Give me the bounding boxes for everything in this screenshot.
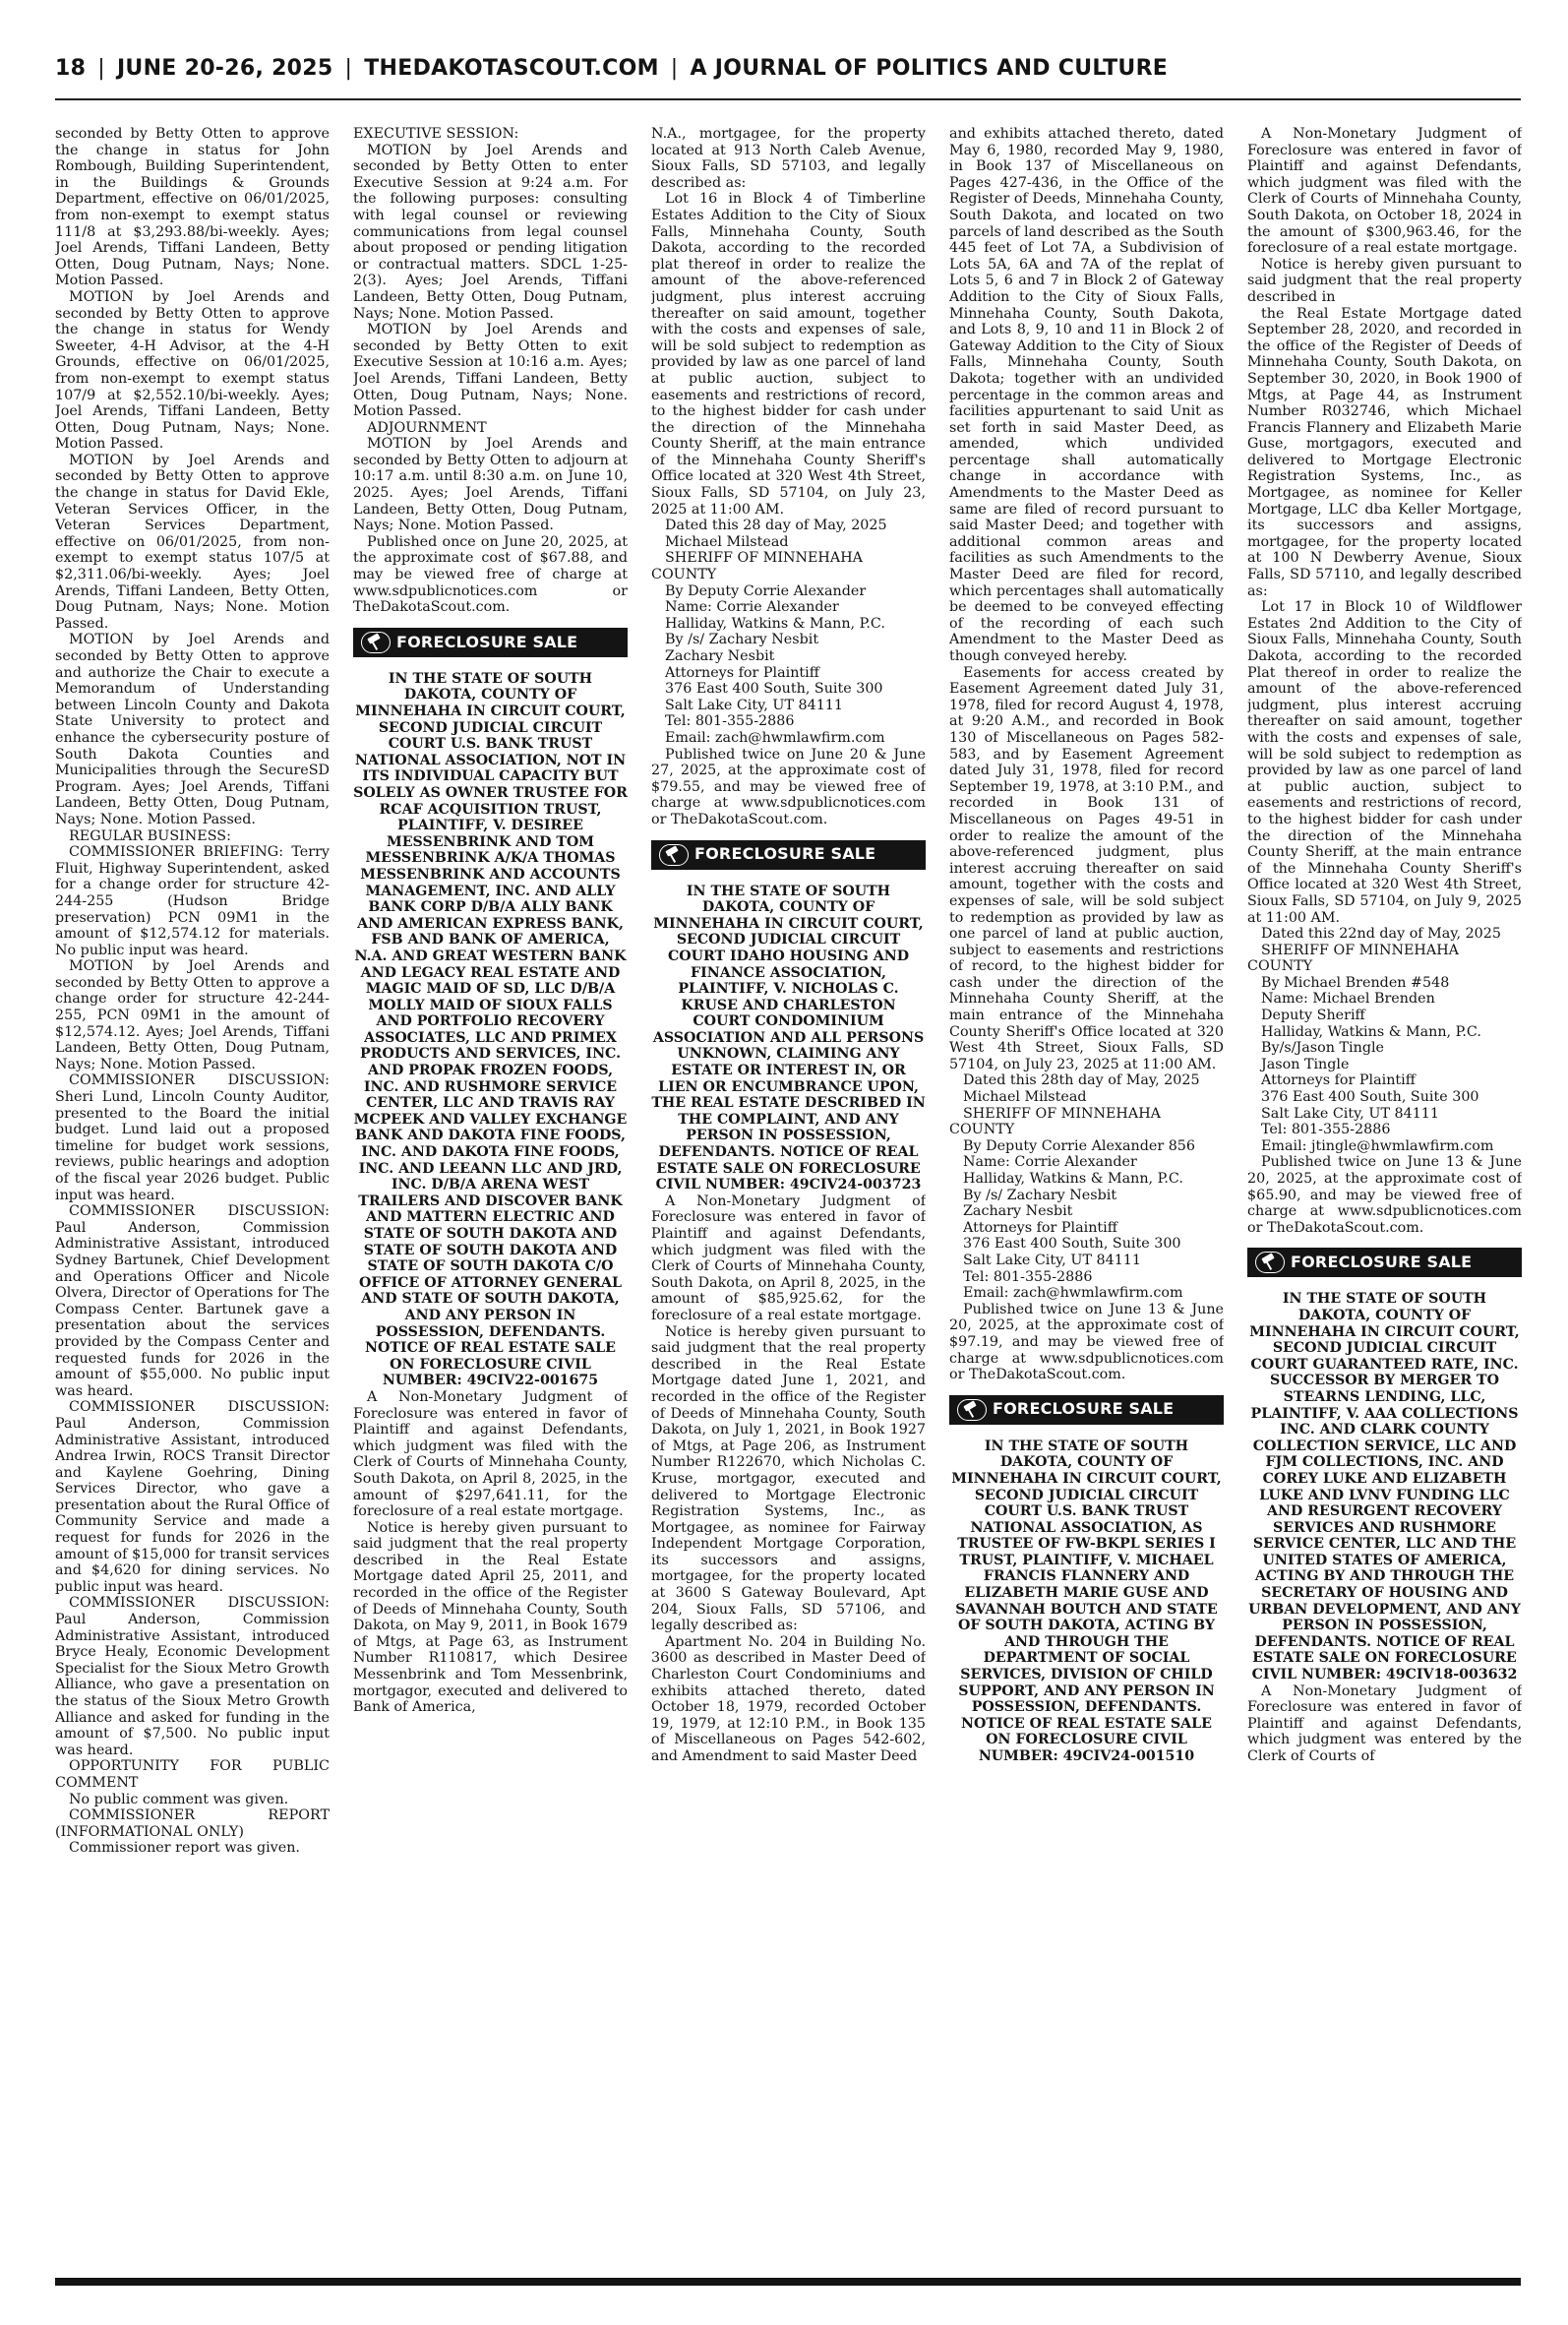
header-rule	[55, 98, 1521, 100]
foreclosure-sale-banner	[949, 1395, 1224, 1425]
column-1	[55, 126, 330, 2263]
signature-line: Zachary Nesbit	[963, 1203, 1073, 1220]
signature-line: Email: zach@hwmlawfirm.com	[963, 1285, 1183, 1302]
paragraph: A Non-Monetary Judgment of Foreclosure was entered in favor of Plaintiff and against Defendants, which judgment was filed with the Clerk of Courts of Minnehaha County, South Dakota, on April 8, 2025, in the amount of $85,925.62, for the foreclosure of a real estate mortgage.	[651, 1193, 926, 1323]
paragraph: Notice is hereby given pursuant to said judgment that the real property described in the Real Estate Mortgage dated June 1, 2021, and recorded in the office of the Register of Deeds of Minnehaha County, South Dakota, on July 1, 2021, in Book 1927 of Mtgs, at Page 206, as Instrument Number R122670, which Nicholas C. Kruse, mortgagor, executed and delivered to Mortgage Electronic Registration Systems, Inc., as Mortgagee, as nominee for Fairway Independent Mortgage Corporation, its successors and assigns, mortgagee, for the property located at 3600 S Gateway Boulevard, Apt 204, Sioux Falls, SD 57106, and legally described as:	[651, 1323, 926, 1634]
signature-line: Michael Milstead	[665, 533, 789, 550]
banner-label: FORECLOSURE SALE	[396, 632, 578, 651]
signature-line: Email: zach@hwmlawfirm.com	[665, 729, 885, 746]
signature-line: SHERIFF OF MINNEHAHA COUNTY	[651, 550, 864, 583]
signature-line: By Deputy Corrie Alexander	[665, 582, 867, 599]
footer-rule	[55, 2278, 1521, 2286]
signature-line: By /s/ Zachary Nesbit	[963, 1187, 1117, 1203]
paragraph: Lot 17 in Block 10 of Wildflower Estates 2nd Addition to the City of Sioux Falls, Minnehaha County, South Dakota, according to the recorded Plat thereof in order to realize the amount of the above-referenced judgment, plus interest accruing thereafter on said amount, together with the costs and expenses of sale, will be sold subject to redemption as provided by law as one parcel of land at public auction, subject to easements and restrictions of record, to the highest bidder for cash under the direction of the Minnehaha County Sheriff, at the main entrance of the Minnehaha County Sheriff's Office located at 320 West 4th Street, Sioux Falls, SD 57104, on July 9, 2025 at 11:00 AM.	[1247, 599, 1522, 926]
paragraph: MOTION by Joel Arends and seconded by Betty Otten to approve the change in status for Wendy Sweeter, 4-H Advisor, at the 4-H Grounds, effective on 06/01/2025, from non-exempt to exempt status 107/9 at $2,552.10/bi-weekly. Ayes; Joel Arends, Tiffani Landeen, Betty Otten, Doug Putnam, Nays; None. Motion Passed.	[55, 288, 330, 453]
column-2	[353, 126, 628, 2263]
published-note: Published twice on June 20 & June 27, 2025, at the approximate cost of $79.55, and may be viewed free of charge at www.sdpublicnotices.com or TheDakotaScout.com.	[651, 746, 926, 827]
case-caption: IN THE STATE OF SOUTH DAKOTA, COUNTY OF MINNEHAHA IN CIRCUIT COURT, SECOND JUDICIAL CIRCUIT COURT GUARANTEED RATE, INC. SUCCESSOR BY MERGER TO STEARNS LENDING, LLC, PLAINTIFF, V. AAA COLLECTIONS INC. AND CLARK COUNTY COLLECTION SERVICE, LLC AND FJM COLLECTIONS, INC. AND COREY LUKE AND ELIZABETH LUKE AND LVNV FUNDING LLC AND RESURGENT RECOVERY SERVICES AND RUSHMORE SERVICE CENTER, LLC AND THE UNITED STATES OF AMERICA, ACTING BY AND THROUGH THE SECRETARY OF HOUSING AND URBAN DEVELOPMENT, AND ANY PERSON IN POSSESSION, DEFENDANTS. NOTICE OF REAL ESTATE SALE ON FORECLOSURE CIVIL NUMBER: 49CIV18-003632	[1248, 1291, 1521, 1683]
gavel-icon	[361, 632, 391, 653]
foreclosure-sale-banner	[1247, 1248, 1522, 1277]
signature-line: Salt Lake City, UT 84111	[1261, 1105, 1440, 1122]
section-heading: REGULAR BUSINESS:	[69, 827, 231, 844]
signature-line: Salt Lake City, UT 84111	[963, 1252, 1142, 1268]
paragraph: A Non-Monetary Judgment of Foreclosure was entered in favor of Plaintiff and against Defendants, which judgment was entered by the Clerk of Courts of	[1247, 1683, 1522, 1764]
paragraph: COMMISSIONER DISCUSSION: Paul Anderson, Commission Administrative Assistant, introduced Sydney Bartunek, Chief Development and Operations Officer and Nicole Olvera, Director of Operations for The Compass Center. Bartunek gave a presentation about the services provided by the Compass Center and requested funds for 2026 in the amount of $55,000. No public input was heard.	[55, 1203, 330, 1399]
foreclosure-sale-banner	[353, 628, 628, 657]
paragraph: MOTION by Joel Arends and seconded by Betty Otten to approve a change order for structure 42-244-255, PCN 09M1 in the amount of $12,574.12. Ayes; Joel Arends, Tiffani Landeen, Betty Otten, Doug Putnam, Nays; None. Motion Passed.	[55, 958, 330, 1072]
paragraph: Notice is hereby given pursuant to said judgment that the real property described in the Real Estate Mortgage dated April 25, 2011, and recorded in the office of the Register of Deeds of Minnehaha County, South Dakota, on May 9, 2011, in Book 1679 of Mtgs, at Page 63, as Instrument Number R110817, which Desiree Messenbrink and Tom Messenbrink, mortgagor, executed and delivered to Bank of America,	[353, 1519, 628, 1716]
case-caption: IN THE STATE OF SOUTH DAKOTA, COUNTY OF MINNEHAHA IN CIRCUIT COURT, SECOND JUDICIAL CIRCUIT COURT U.S. BANK TRUST NATIONAL ASSOCIATION, NOT IN ITS INDIVIDUAL CAPACITY BUT SOLELY AS OWNER TRUSTEE FOR RCAF ACQUISITION TRUST, PLAINTIFF, V. DESIREE MESSENBRINK AND TOM MESSENBRINK A/K/A THOMAS MESSENBRINK AND ACCOUNTS MANAGEMENT, INC. AND ALLY BANK CORP D/B/A ALLY BANK AND AMERICAN EXPRESS BANK, FSB AND BANK OF AMERICA, N.A. AND GREAT WESTERN BANK AND LEGACY REAL ESTATE AND MAGIC MAID OF SD, LLC D/B/A MOLLY MAID OF SIOUX FALLS AND PORTFOLIO RECOVERY ASSOCIATES, LLC AND PRIMEX PRODUCTS AND SERVICES, INC. AND PROPAK FROZEN FOODS, INC. AND RUSHMORE SERVICE CENTER, LLC AND TRAVIS RAY MCPEEK AND VALLEY EXCHANGE BANK AND DAKOTA FINE FOODS, INC. AND DAKOTA FINE FOODS, INC. AND LEEANN LLC AND JRD, INC. D/B/A ARENA WEST TRAILERS AND DISCOVER BANK AND MATTERN ELECTRIC AND STATE OF SOUTH DAKOTA AND STATE OF SOUTH DAKOTA AND STATE OF SOUTH DAKOTA C/O OFFICE OF ATTORNEY GENERAL AND STATE OF SOUTH DAKOTA, AND ANY PERSON IN POSSESSION, DEFENDANTS. NOTICE OF REAL ESTATE SALE ON FORECLOSURE CIVIL NUMBER: 49CIV22-001675	[353, 670, 628, 1389]
signature-line: Name: Corrie Alexander	[665, 599, 839, 616]
paragraph: COMMISSIONER DISCUSSION: Paul Anderson, Commission Administrative Assistant, introduced Andrea Irwin, ROCS Transit Director and Kaylene Goehring, Dining Services Director, who gave a presentation about the Rural Office of Community Service and made a request for funds for 2026 in the amount of $15,000 for transit services and $4,620 for dining services. No public input was heard.	[55, 1399, 330, 1595]
paragraph: Commissioner report was given.	[69, 1840, 300, 1857]
signature-line: Halliday, Watkins & Mann, P.C.	[963, 1171, 1183, 1187]
gavel-icon	[957, 1399, 987, 1421]
paragraph: the Real Estate Mortgage dated September 28, 2020, and recorded in the office of the Register of Deeds of Minnehaha County, South Dakota, on September 30, 2020, in Book 1900 of Mtgs, at Page 44, as Instrument Number R032746, which Michael Francis Flannery and Elizabeth Marie Guse, mortgagors, executed and delivered to Mortgage Electronic Registration Systems, Inc., as Mortgagee, as nominee for Keller Mortgage, LLC dba Keller Mortgage, its successors and assigns, mortgagee, for the property located at 100 N Dewberry Avenue, Sioux Falls, SD 57110, and legally described as:	[1247, 305, 1522, 599]
signature-line: 376 East 400 South, Suite 300	[665, 681, 883, 698]
column-5	[1247, 126, 1522, 2263]
issue-date: JUNE 20-26, 2025	[116, 56, 333, 81]
paragraph: Notice is hereby given pursuant to said judgment that the real property described in	[1247, 256, 1522, 305]
published-note: Published twice on June 13 & June 20, 2025, at the approximate cost of $97.19, and may be viewed free of charge at www.sdpublicnotices.com or TheDakotaScout.com.	[949, 1301, 1224, 1383]
signature-line: Tel: 801-355-2886	[1261, 1122, 1391, 1138]
signature-line: Attorneys for Plaintiff	[963, 1219, 1117, 1236]
paragraph: Lot 16 in Block 4 of Timberline Estates Addition to the City of Sioux Falls, Minnehaha County, South Dakota, according to the recorded plat thereof in order to realize the amount of the above-referenced judgment, plus interest accruing thereafter on said amount, together with the costs and expenses of sale, will be sold subject to redemption as provided by law as one parcel of land at public auction, subject to easements and restrictions of record, to the highest bidder for cash under the direction of the Minnehaha County Sheriff, at the main entrance of the Minnehaha County Sheriff's Office located at 320 West 4th Street, Sioux Falls, SD 57104, on July 23, 2025 at 11:00 AM.	[651, 191, 926, 518]
paragraph: COMMISSIONER BRIEFING: Terry Fluit, Highway Superintendent, asked for a change order for structure 42-244-255 (Hudson Bridge preservation) PCN 09M1 in the amount of $12,574.12 for materials. No public input was heard.	[55, 844, 330, 958]
signature-line: Salt Lake City, UT 84111	[665, 697, 844, 713]
signature-line: By Michael Brenden #548	[1261, 974, 1450, 991]
tagline: A JOURNAL OF POLITICS AND CULTURE	[690, 56, 1169, 81]
signature-line: Name: Michael Brenden	[1261, 991, 1435, 1008]
signature-line: By Deputy Corrie Alexander 856	[963, 1137, 1196, 1154]
paragraph: Easements for access created by Easement Agreement dated July 31, 1978, filed for record August 4, 1978, at 9:20 A.M., and recorded in Book 130 of Miscellaneous on Pages 582-583, and by Easement Agreement dated July 31, 1978, filed for record September 19, 1978, at 3:10 P.M., and recorded in Book 131 of Miscellaneous on Pages 49-51 in order to realize the amount of the above-referenced judgment, plus interest accruing thereafter on said amount, together with the costs and expenses of sale, will be sold subject to redemption as provided by law as one parcel of land at public auction, subject to easements and restrictions of record, to the highest bidder for cash under the direction of the Minnehaha County Sheriff, at the main entrance of the Minnehaha County Sheriff's Office located at 320 West 4th Street, Sioux Falls, SD 57104, on July 23, 2025 at 11:00 AM.	[949, 664, 1224, 1072]
signature-line: Halliday, Watkins & Mann, P.C.	[1261, 1023, 1481, 1040]
signature-line: Halliday, Watkins & Mann, P.C.	[665, 615, 885, 632]
case-caption: IN THE STATE OF SOUTH DAKOTA, COUNTY OF MINNEHAHA IN CIRCUIT COURT, SECOND JUDICIAL CIRCUIT COURT U.S. BANK TRUST NATIONAL ASSOCIATION, AS TRUSTEE OF FW-BKPL SERIES I TRUST, PLAINTIFF, V. MICHAEL FRANCIS FLANNERY AND ELIZABETH MARIE GUSE AND SAVANNAH BOUTCH AND STATE OF SOUTH DAKOTA, ACTING BY AND THROUGH THE DEPARTMENT OF SOCIAL SERVICES, DIVISION OF CHILD SUPPORT, AND ANY PERSON IN POSSESSION, DEFENDANTS. NOTICE OF REAL ESTATE SALE ON FORECLOSURE CIVIL NUMBER: 49CIV24-001510	[951, 1438, 1222, 1764]
signature-line: SHERIFF OF MINNEHAHA COUNTY	[1247, 942, 1460, 975]
banner-label: FORECLOSURE SALE	[1291, 1253, 1473, 1272]
signature-line: Deputy Sheriff	[1261, 1008, 1365, 1024]
section-heading: OPPORTUNITY FOR PUBLIC COMMENT	[55, 1758, 330, 1791]
header-separator: |	[344, 56, 353, 81]
paragraph: and exhibits attached thereto, dated May 6, 1980, recorded May 9, 1980, in Book 137 of Miscellaneous on Pages 427-436, in the Office of the Register of Deeds, Minnehaha County, South Dakota, and located on two parcels of land described as the South 445 feet of Lot 7A, a Subdivision of Lots 5A, 6A and 7A of the replat of Lots 5, 6 and 7 in Block 2 of Gateway Addition to the City of Sioux Falls, Minnehaha County, South Dakota, and Lots 8, 9, 10 and 11 in Block 2 of Gateway Addition to the City of Sioux Falls, Minnehaha County, South Dakota; together with an undivided percentage in the common areas and facilities appurtenant to said Unit as set forth in said Master Deed, as amended, which undivided percentage shall automatically change in accordance with Amendments to the Master Deed as same are filed of record pursuant to said Master Deed; and together with additional common areas and facilities as such Amendments to the Master Deed are filed for record, which percentages shall automatically be deemed to be conveyed effecting of the recording of each such Amendment to the Master Deed as though conveyed hereby.	[949, 126, 1224, 664]
signature-line: 376 East 400 South, Suite 300	[963, 1236, 1181, 1253]
signature-line: Tel: 801-355-2886	[963, 1268, 1093, 1285]
page-header	[55, 49, 1521, 89]
signature-line: SHERIFF OF MINNEHAHA COUNTY	[949, 1105, 1162, 1138]
gavel-icon	[1255, 1252, 1285, 1273]
signature-line: Attorneys for Plaintiff	[1261, 1072, 1416, 1089]
column-3	[651, 126, 926, 2263]
page-number: 18	[55, 56, 87, 81]
paragraph: MOTION by Joel Arends and seconded by Betty Otten to approve and authorize the Chair to execute a Memorandum of Understanding between Lincoln County and Dakota State University to protect and enhance the cybersecurity posture of South Dakota Counties and Municipalities through the SecureSD Program. Ayes; Joel Arends, Tiffani Landeen, Betty Otten, Doug Putnam, Nays; None. Motion Passed.	[55, 632, 330, 827]
published-note: Published once on June 20, 2025, at the approximate cost of $67.88, and may be viewed free of charge at www.sdpublicnotices.com or TheDakotaScout.com.	[353, 533, 628, 616]
banner-label: FORECLOSURE SALE	[694, 844, 876, 864]
header-separator: |	[97, 56, 105, 81]
paragraph: MOTION by Joel Arends and seconded by Betty Otten to enter Executive Session at 9:24 a.m. For the following purposes: consulting with legal counsel or reviewing communications from legal counsel about proposed or pending litigation or contractual matters. SDCL 1-25-2(3). Ayes; Joel Arends, Tiffani Landeen, Betty Otten, Doug Putnam, Nays; None. Motion Passed.	[353, 142, 628, 322]
section-heading: ADJOURNMENT	[367, 419, 487, 436]
header-separator: |	[670, 56, 679, 81]
paragraph: A Non-Monetary Judgment of Foreclosure was entered in favor of Plaintiff and against Defendants, which judgment was filed with the Clerk of Courts of Minnehaha County, South Dakota, on October 18, 2024 in the amount of $300,963.46, for the foreclosure of a real estate mortgage.	[1247, 126, 1522, 257]
dated-line: Dated this 28 day of May, 2025	[665, 518, 887, 534]
case-caption: IN THE STATE OF SOUTH DAKOTA, COUNTY OF MINNEHAHA IN CIRCUIT COURT, SECOND JUDICIAL CIRCUIT COURT IDAHO HOUSING AND FINANCE ASSOCIATION, PLAINTIFF, V. NICHOLAS C. KRUSE AND CHARLESTON COURT CONDOMINIUM ASSOCIATION AND ALL PERSONS UNKNOWN, CLAIMING ANY ESTATE OR INTEREST IN, OR LIEN OR ENCUMBRANCE UPON, THE REAL ESTATE DESCRIBED IN THE COMPLAINT, AND ANY PERSON IN POSSESSION, DEFENDANTS. NOTICE OF REAL ESTATE SALE ON FORECLOSURE CIVIL NUMBER: 49CIV24-003723	[651, 883, 926, 1193]
notices-columns	[55, 126, 1521, 2263]
site-name: THEDAKOTASCOUT.COM	[364, 56, 659, 81]
signature-line: Michael Milstead	[963, 1089, 1087, 1106]
foreclosure-sale-banner	[651, 840, 926, 870]
signature-line: Tel: 801-355-2886	[665, 713, 795, 730]
paragraph: MOTION by Joel Arends and seconded by Betty Otten to approve the change in status for David Ekle, Veteran Services Officer, in the Veteran Services Department, effective on 06/01/2025, from non-exempt to exempt status 107/5 at $2,311.06/bi-weekly. Ayes; Joel Arends, Tiffani Landeen, Betty Otten, Doug Putnam, Nays; None. Motion Passed.	[55, 452, 330, 632]
paragraph: COMMISSIONER DISCUSSION: Paul Anderson, Commission Administrative Assistant, introduced Bryce Healy, Economic Development Specialist for the Sioux Metro Growth Alliance, who gave a presentation on the status of the Sioux Metro Growth Alliance and asked for funding in the amount of $7,500. No public input was heard.	[55, 1595, 330, 1758]
signature-line: Attorneys for Plaintiff	[665, 664, 819, 681]
published-note: Published twice on June 13 & June 20, 2025, at the approximate cost of $65.90, and may be viewed free of charge at www.sdpublicnotices.com or TheDakotaScout.com.	[1247, 1154, 1522, 1236]
paragraph: No public comment was given.	[69, 1791, 289, 1807]
signature-line: By /s/ Zachary Nesbit	[665, 632, 819, 648]
signature-line: Email: jtingle@hwmlawfirm.com	[1261, 1137, 1494, 1154]
paragraph: EXECUTIVE SESSION:	[353, 126, 519, 142]
signature-line: Name: Corrie Alexander	[963, 1154, 1137, 1171]
signature-line: By/s/Jason Tingle	[1261, 1040, 1385, 1057]
paragraph: MOTION by Joel Arends and seconded by Betty Otten to adjourn at 10:17 a.m. until 8:30 a.m. on June 10, 2025. Ayes; Joel Arends, Tiffani Landeen, Betty Otten, Doug Putnam, Nays; None. Motion Passed.	[353, 436, 628, 534]
dated-line: Dated this 28th day of May, 2025	[963, 1072, 1200, 1089]
paragraph: COMMISSIONER DISCUSSION: Sheri Lund, Lincoln County Auditor, presented to the Board the initial budget. Lund laid out a proposed timeline for budget work sessions, reviews, public hearings and adoption of the fiscal year 2026 budget. Public input was heard.	[55, 1072, 330, 1203]
dated-line: Dated this 22nd day of May, 2025	[1261, 926, 1501, 943]
paragraph: A Non-Monetary Judgment of Foreclosure was entered in favor of Plaintiff and against Defendants, which judgment was filed with the Clerk of Courts of Minnehaha County, South Dakota, on April 8, 2025, in the amount of $297,641.11, for the foreclosure of a real estate mortgage.	[353, 1388, 628, 1520]
paragraph: N.A., mortgagee, for the property located at 913 North Caleb Avenue, Sioux Falls, SD 57103, and legally described as:	[651, 126, 926, 191]
banner-label: FORECLOSURE SALE	[993, 1399, 1175, 1419]
paragraph: Apartment No. 204 in Building No. 3600 as described in Master Deed of Charleston Court Condominiums and exhibits attached thereto, dated October 18, 1979, recorded October 19, 1979, at 12:10 P.M., in Book 135 of Miscellaneous on Pages 542-602, and Amendment to said Master Deed	[651, 1633, 926, 1764]
section-heading: COMMISSIONER REPORT (INFORMATIONAL ONLY)	[55, 1807, 330, 1840]
paragraph: seconded by Betty Otten to approve the change in status for John Rombough, Building Superintendent, in the Buildings & Grounds Department, effective on 06/01/2025, from non-exempt to exempt status 111/8 at $3,293.88/bi-weekly. Ayes; Joel Arends, Tiffani Landeen, Betty Otten, Doug Putnam, Nays; None. Motion Passed.	[55, 126, 330, 289]
signature-line: Jason Tingle	[1261, 1056, 1350, 1072]
signature-line: 376 East 400 South, Suite 300	[1261, 1089, 1479, 1106]
gavel-icon	[659, 844, 689, 866]
column-4	[949, 126, 1224, 2263]
paragraph: MOTION by Joel Arends and seconded by Betty Otten to exit Executive Session at 10:16 a.m. Ayes; Joel Arends, Tiffani Landeen, Betty Otten, Doug Putnam, Nays; None. Motion Passed.	[353, 322, 628, 420]
signature-line: Zachary Nesbit	[665, 648, 775, 664]
